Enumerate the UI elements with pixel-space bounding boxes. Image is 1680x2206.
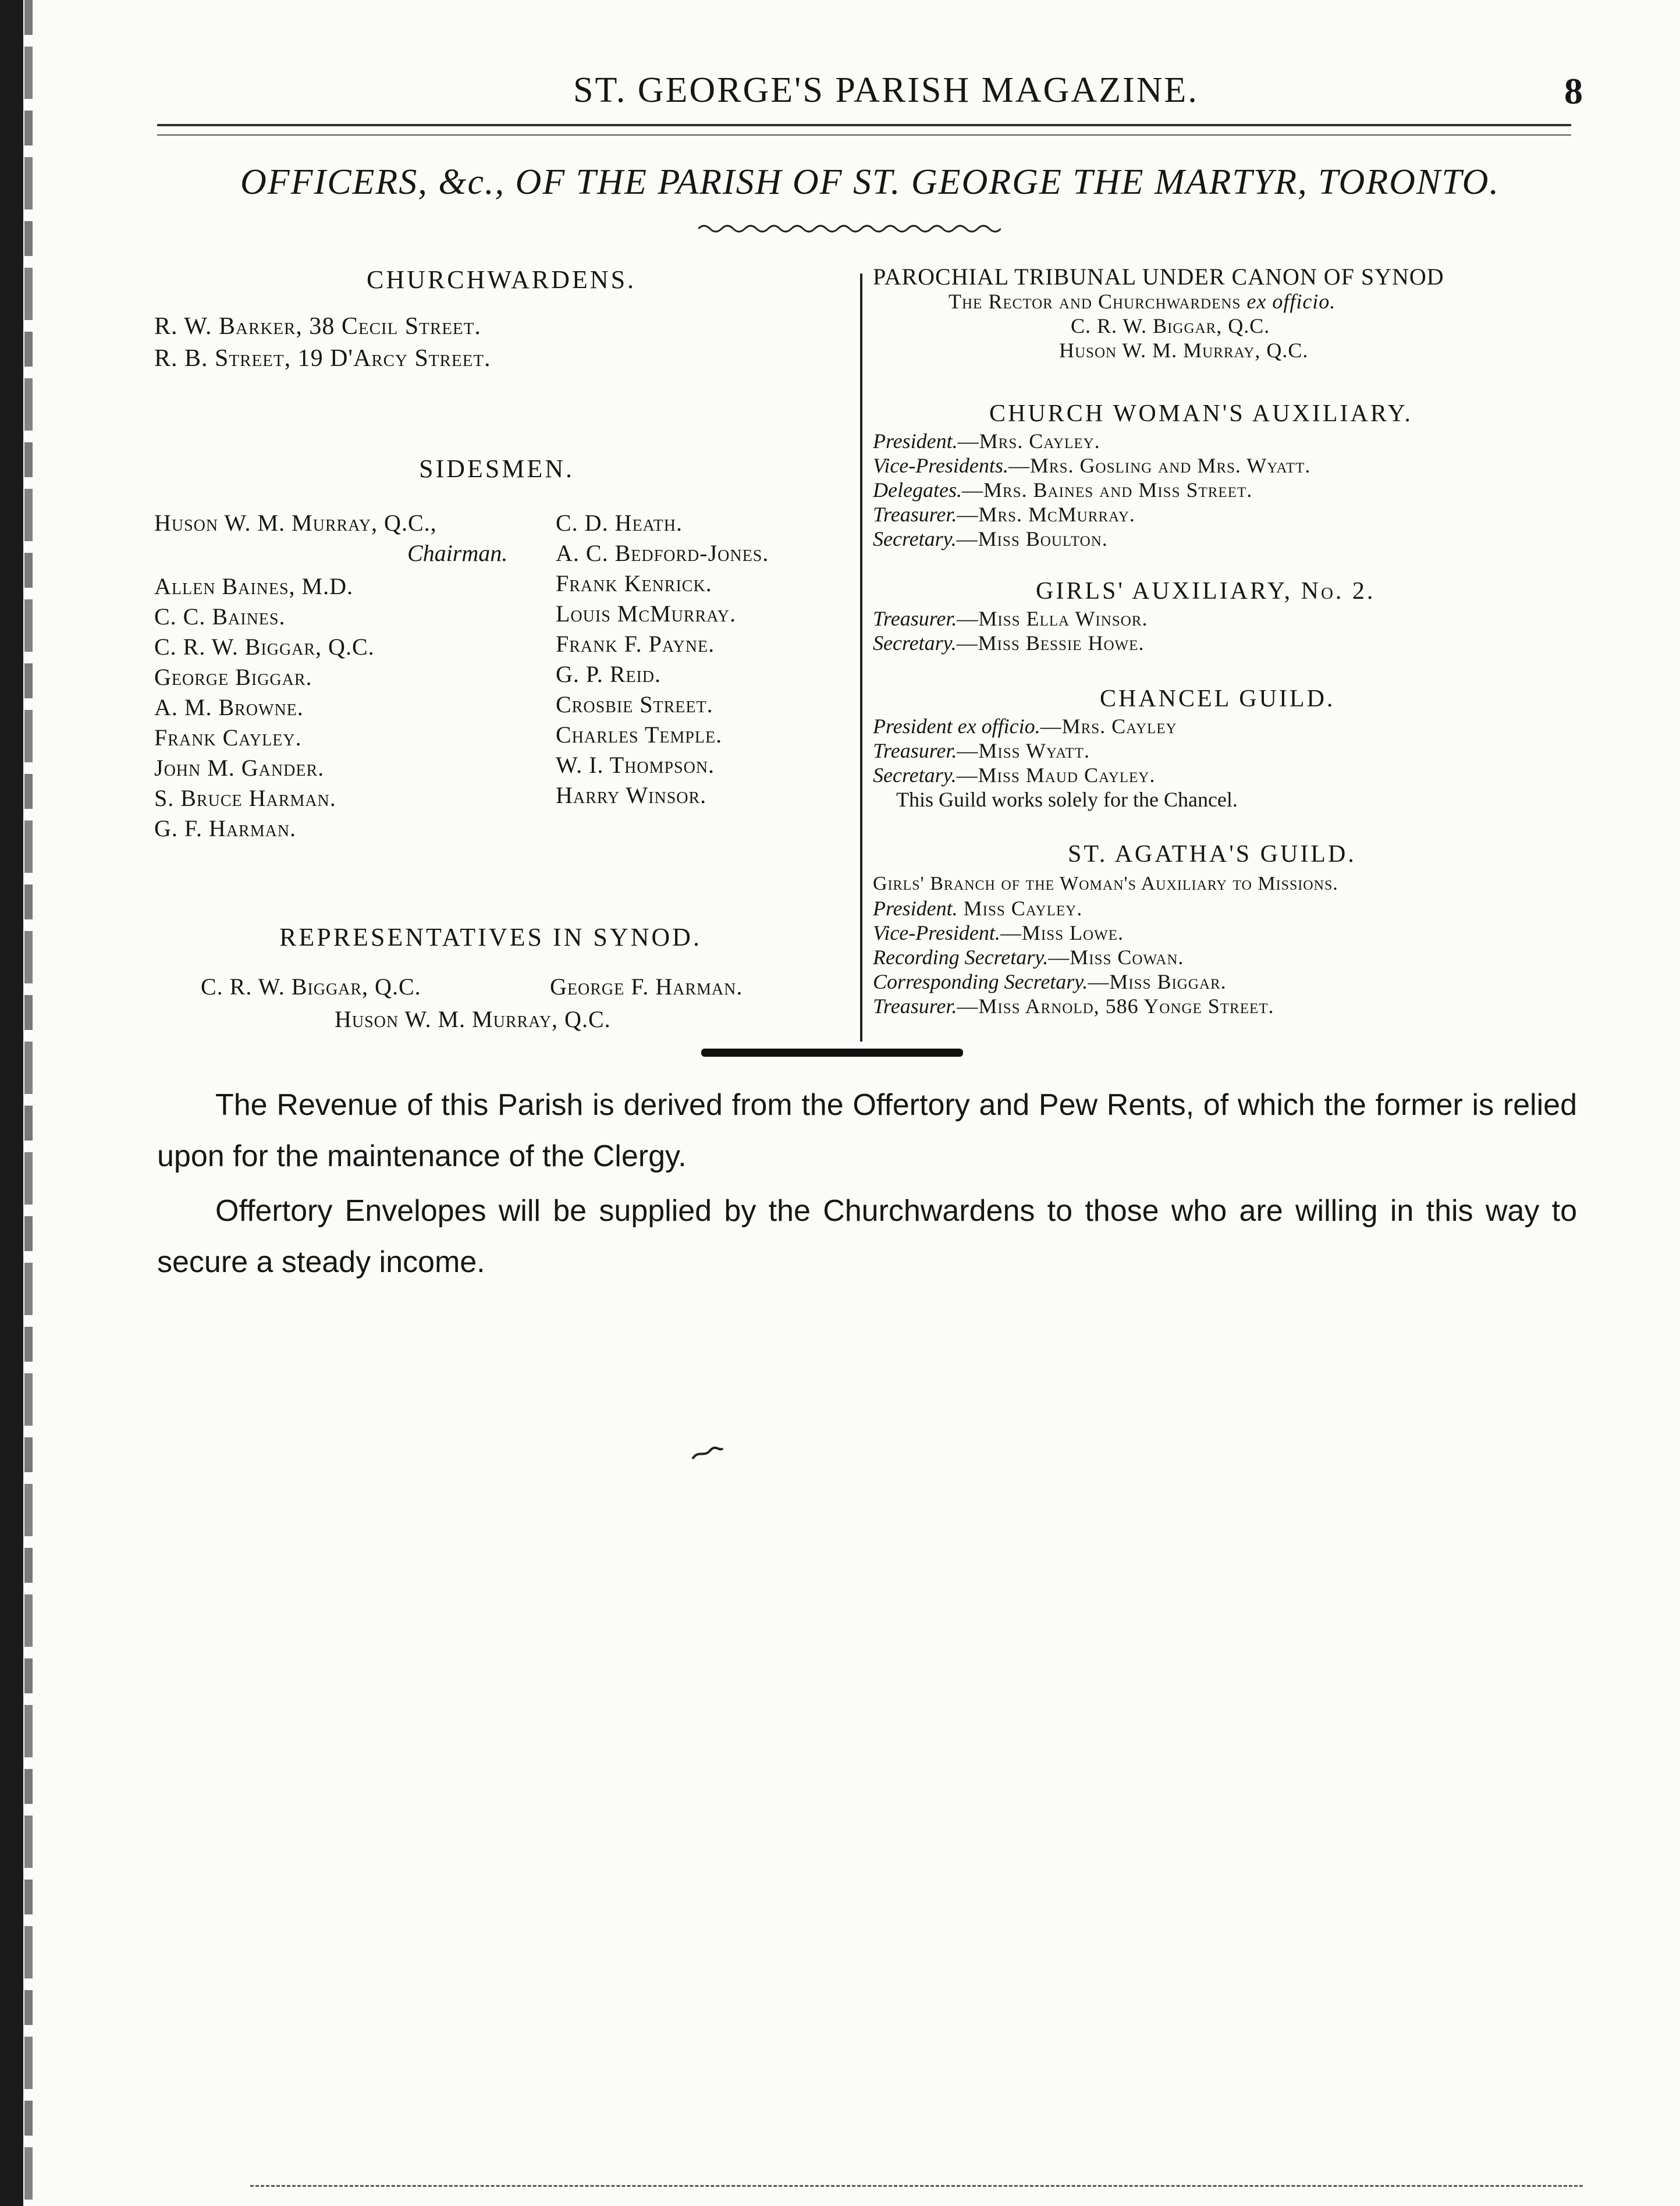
officer-row: Corresponding Secretary.—Miss Biggar. (873, 970, 1227, 993)
sidesman-chair: Huson W. M. Murray, Q.C., (154, 510, 437, 536)
binding-edge-texture (24, 0, 33, 2206)
churchwardens-title: CHURCHWARDENS. (367, 265, 637, 294)
officer-row: Secretary.—Miss Boulton. (873, 527, 1108, 550)
representative-1: C. R. W. Biggar, Q.C. (201, 974, 421, 1000)
officer-row: Delegates.—Mrs. Baines and Miss Street. (873, 478, 1253, 502)
tribunal-line-2: C. R. W. Biggar, Q.C. (1071, 314, 1270, 338)
binding-edge (0, 0, 23, 2206)
sidesman: A. M. Browne. (154, 694, 304, 720)
officer-row: Vice-President.—Miss Lowe. (873, 921, 1124, 944)
sidesman: C. D. Heath. (556, 510, 683, 536)
sidesman: John M. Gander. (154, 755, 325, 781)
agatha-subtitle: Girls' Branch of the Woman's Auxiliary to Missions. (873, 873, 1338, 894)
churchwarden-1: R. W. Barker, 38 Cecil Street. (154, 313, 481, 340)
sidesman: George Biggar. (154, 664, 312, 690)
officer-row: President. Miss Cayley. (873, 897, 1083, 920)
sidesman: G. P. Reid. (556, 661, 662, 687)
page-number: 8 (1564, 70, 1583, 112)
envelope-paragraph: Offertory Envelopes will be supplied by the Churchwardens to those who are willing in this way to secure a steady income. (157, 1194, 1577, 1279)
page-heading: OFFICERS, &c., OF THE PARISH OF ST. GEORGE THE MARTYR, TORONTO. (240, 162, 1500, 202)
running-head (244, 64, 1583, 116)
sidesmen-list-a (154, 571, 375, 844)
sidesmen-list-b (556, 508, 769, 811)
chancel-note: This Guild works solely for the Chancel. (896, 788, 1238, 811)
header-rule (157, 124, 1571, 136)
chairman-label: Chairman. (407, 540, 508, 566)
agatha-title: ST. AGATHA'S GUILD. (1068, 841, 1356, 868)
officer-row: Treasurer.—Miss Ella Winsor. (873, 607, 1148, 630)
footer-rule (250, 2185, 1583, 2187)
revenue-paragraph: The Revenue of this Parish is derived from the Offertory and Pew Rents, of which the former is relied upon for the maintenance of the Clergy. (157, 1088, 1577, 1173)
girls-auxiliary-section (873, 576, 1577, 655)
officer-row: Treasurer.—Mrs. McMurray. (873, 503, 1135, 526)
ornament-glyph (690, 1445, 725, 1462)
wavy-ornament (698, 220, 1001, 237)
magazine-title: ST. GEORGE'S PARISH MAGAZINE. (573, 70, 1199, 110)
tribunal-section (873, 265, 1577, 363)
sidesmen-title: SIDESMEN. (419, 454, 575, 483)
sidesman: Crosbie Street. (556, 691, 713, 717)
churchwarden-2: R. B. Street, 19 D'Arcy Street. (154, 345, 491, 372)
sidesman: G. F. Harman. (154, 815, 297, 841)
sidesman: Allen Baines, M.D. (154, 573, 353, 599)
representative-3: Huson W. M. Murray, Q.C. (335, 1006, 611, 1032)
chancel-title: CHANCEL GUILD. (1100, 685, 1336, 712)
chancel-guild-section (873, 684, 1577, 812)
column-divider (860, 273, 862, 1042)
sidesman: Frank F. Payne. (556, 631, 715, 657)
section-rule (701, 1049, 963, 1057)
sidesman: Frank Cayley. (154, 724, 302, 751)
sidesman: C. C. Baines. (154, 603, 286, 630)
tribunal-line-1: The Rector and Churchwardens ex officio. (949, 290, 1336, 313)
tribunal-title: PAROCHIAL TRIBUNAL UNDER CANON OF SYNOD (873, 264, 1444, 290)
officer-row: Treasurer.—Miss Wyatt. (873, 739, 1090, 762)
representatives-title: REPRESENTATIVES IN SYNOD. (279, 923, 702, 951)
sidesman: Harry Winsor. (556, 782, 707, 808)
officer-row: President.—Mrs. Cayley. (873, 429, 1100, 453)
representative-2: George F. Harman. (550, 974, 743, 1000)
sidesman: C. R. W. Biggar, Q.C. (154, 634, 375, 660)
sidesman: Louis McMurray. (556, 601, 737, 627)
sidesman: W. I. Thompson. (556, 752, 715, 778)
officer-row: Secretary.—Miss Maud Cayley. (873, 763, 1156, 787)
officer-row: Recording Secretary.—Miss Cowan. (873, 946, 1184, 969)
womans-aux-title: CHURCH WOMAN'S AUXILIARY. (989, 400, 1413, 427)
womans-auxiliary-section (873, 399, 1577, 551)
body-text (157, 1079, 1577, 1288)
sidesman: Charles Temple. (556, 722, 723, 748)
tribunal-line-3: Huson W. M. Murray, Q.C. (1059, 339, 1309, 362)
officer-row: Vice-Presidents.—Mrs. Gosling and Mrs. Wyatt. (873, 454, 1311, 477)
sidesman: Frank Kenrick. (556, 570, 712, 596)
officer-row: Treasurer.—Miss Arnold, 586 Yonge Street. (873, 994, 1274, 1018)
sidesman: A. C. Bedford-Jones. (556, 540, 769, 566)
st-agatha-section (873, 837, 1577, 1018)
sidesman: S. Bruce Harman. (154, 785, 336, 811)
officer-row: President ex officio.—Mrs. Cayley (873, 715, 1177, 738)
girls-aux-title: GIRLS' AUXILIARY, No. 2. (1036, 578, 1376, 605)
officer-row: Secretary.—Miss Bessie Howe. (873, 631, 1145, 655)
